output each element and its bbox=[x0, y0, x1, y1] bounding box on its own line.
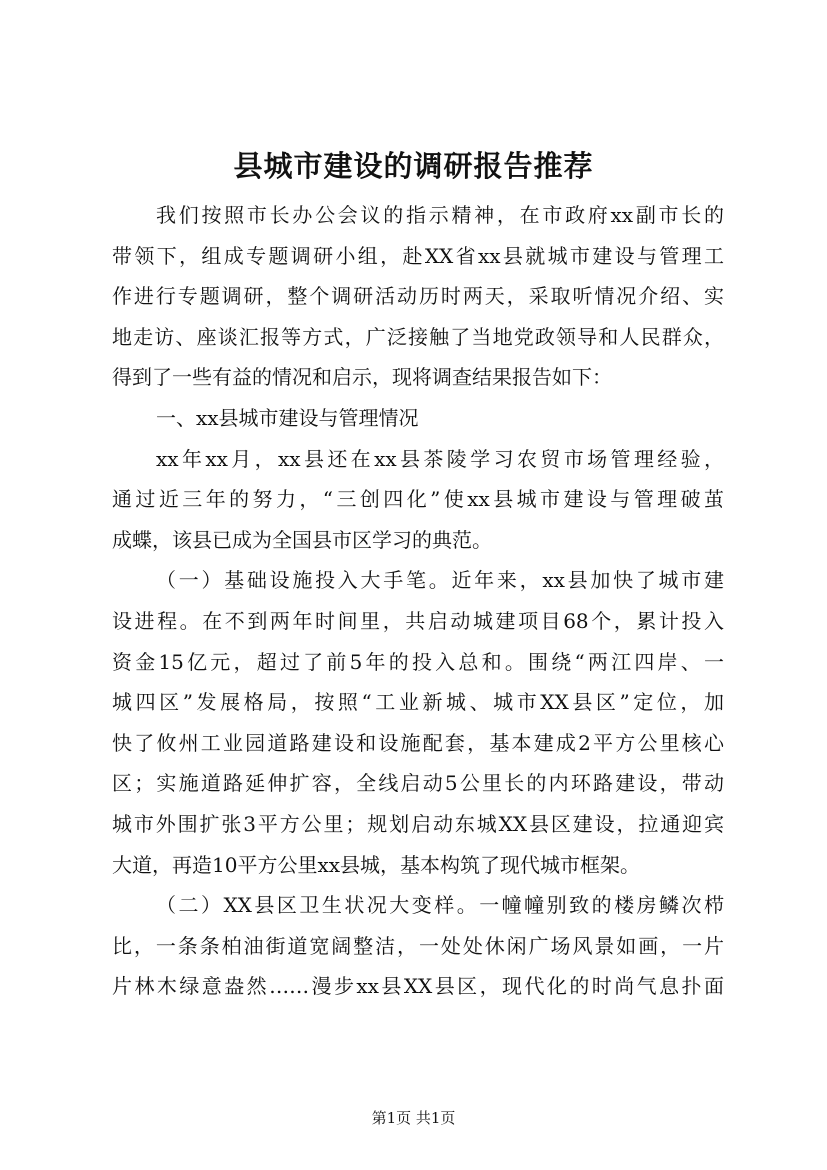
paragraph-line: 片林木绿意盎然……漫步xx县XX县区，现代化的时尚气息扑面 bbox=[112, 974, 724, 999]
paragraph-line: （一）基础设施投入大手笔。近年来，xx县加快了城市建 bbox=[156, 568, 724, 593]
paragraph-line: 资金15亿元，超过了前5年的投入总和。围绕“两江四岸、一 bbox=[112, 649, 724, 674]
page-footer: 第1页 共1页 bbox=[371, 1109, 456, 1127]
paragraph-line: 设进程。在不到两年时间里，共启动城建项目68个，累计投入 bbox=[112, 608, 724, 633]
paragraph-line: 区；实施道路延伸扩容，全线启动5公里长的内环路建设，带动 bbox=[112, 771, 724, 796]
paragraph-line: 作进行专题调研，整个调研活动历时两天，采取听情况介绍、实 bbox=[112, 284, 724, 309]
paragraph-line: 我们按照市长办公会议的指示精神，在市政府xx副市长的 bbox=[156, 203, 724, 227]
paragraph-line: 通过近三年的努力，“三创四化”使xx县城市建设与管理破茧 bbox=[112, 487, 724, 512]
paragraph-line: xx年xx月，xx县还在xx县茶陵学习农贸市场管理经验， bbox=[156, 446, 724, 471]
paragraph-line: 成蝶，该县已成为全国县市区学习的典范。 bbox=[112, 527, 492, 552]
paragraph-line: 比，一条条柏油街道宽阔整洁，一处处休闲广场风景如画，一片 bbox=[112, 933, 724, 958]
document-title: 县城市建设的调研报告推荐 bbox=[233, 149, 594, 183]
paragraph-line: 得到了一些有益的情况和启示，现将调查结果报告如下： bbox=[112, 365, 612, 390]
paragraph-line: 城四区”发展格局，按照“工业新城、城市XX县区”定位，加 bbox=[112, 690, 724, 715]
paragraph-line: （二）XX县区卫生状况大变样。一幢幢别致的楼房鳞次栉 bbox=[156, 893, 724, 918]
paragraph-line: 带领下，组成专题调研小组，赴XX省xx县就城市建设与管理工 bbox=[112, 243, 724, 268]
document-body bbox=[112, 195, 724, 1007]
paragraph-line: 地走访、座谈汇报等方式，广泛接触了当地党政领导和人民群众， bbox=[112, 324, 724, 349]
paragraph-line: 快了攸州工业园道路建设和设施配套，基本建成2平方公里核心 bbox=[112, 730, 724, 755]
paragraph-line: 城市外围扩张3平方公里；规划启动东城XX县区建设，拉通迎宾 bbox=[112, 811, 724, 836]
paragraph-line: 一、xx县城市建设与管理情况 bbox=[156, 405, 419, 430]
paragraph-line: 大道，再造10平方公里xx县城，基本构筑了现代城市框架。 bbox=[112, 852, 641, 877]
